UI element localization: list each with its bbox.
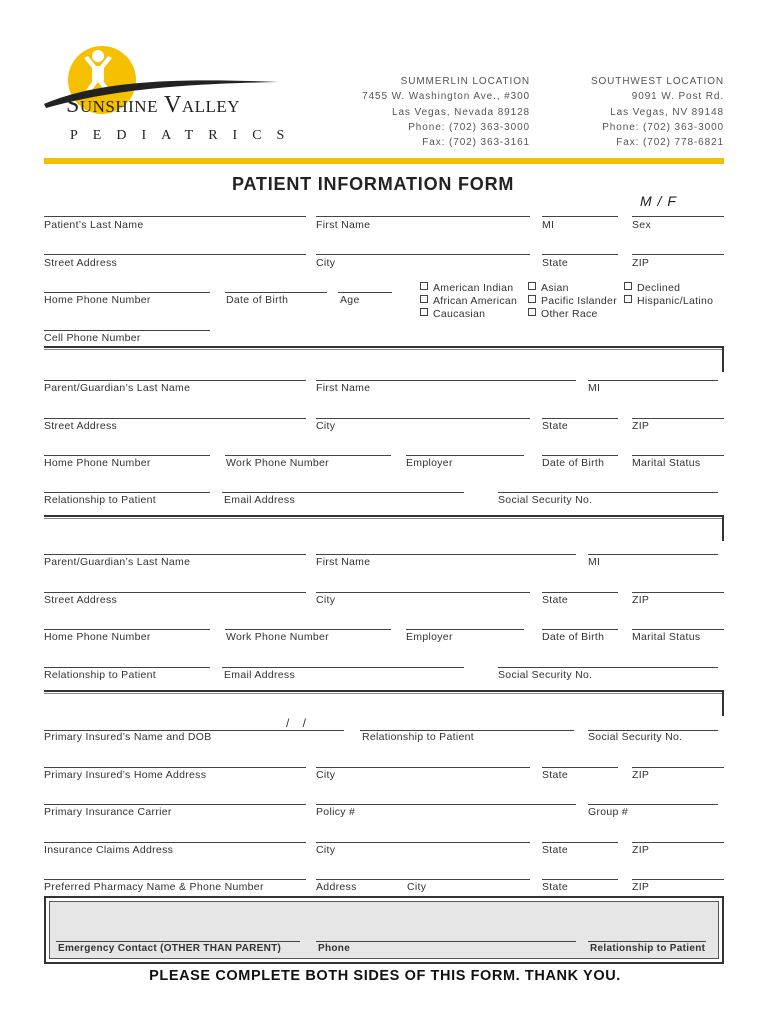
southwest-location: [524, 74, 724, 150]
guardian1-marital-field[interactable]: [632, 455, 724, 456]
southwest-phone: Phone: (702) 363-3000: [602, 121, 724, 133]
guardian1-last-name-field[interactable]: [44, 380, 306, 381]
patient-dob-label: Date of Birth: [226, 294, 289, 306]
guardian1-zip-label: ZIP: [632, 420, 650, 432]
guardian1-dob-label: Date of Birth: [542, 457, 605, 469]
checkbox-icon: [420, 295, 428, 303]
patient-first-name-label: First Name: [316, 219, 371, 231]
insured-zip-field[interactable]: [632, 767, 724, 768]
emergency-phone-field[interactable]: [316, 941, 576, 942]
guardian2-home-phone-label: Home Phone Number: [44, 631, 151, 643]
pharmacy-state-label: State: [542, 881, 569, 893]
guardian2-email-field[interactable]: [222, 667, 464, 668]
guardian1-state-field[interactable]: [542, 418, 618, 419]
guardian2-first-name-label: First Name: [316, 556, 371, 568]
pharmacy-zip-label: ZIP: [632, 881, 650, 893]
emergency-relationship-field[interactable]: [588, 941, 706, 942]
race-african-american-checkbox[interactable]: African American: [420, 295, 517, 307]
guardian1-mi-field[interactable]: [588, 380, 718, 381]
checkbox-icon: [624, 282, 632, 290]
guardian1-home-phone-field[interactable]: [44, 455, 210, 456]
patient-zip-label: ZIP: [632, 257, 650, 269]
footer-instruction: PLEASE COMPLETE BOTH SIDES OF THIS FORM. THANK YOU.: [149, 968, 621, 984]
guardian2-city-label: City: [316, 594, 336, 606]
claims-city-field[interactable]: [316, 842, 530, 843]
guardian1-street-field[interactable]: [44, 418, 306, 419]
patient-home-phone-field[interactable]: [44, 292, 210, 293]
patient-street-label: Street Address: [44, 257, 118, 269]
summerlin-address1: 7455 W. Washington Ave., #300: [362, 91, 530, 103]
guardian2-last-name-label: Parent/Guardian’s Last Name: [44, 556, 191, 568]
insurance-group-field[interactable]: [588, 804, 718, 805]
claims-address-field[interactable]: [44, 842, 306, 843]
patient-age-field[interactable]: [338, 292, 392, 293]
race-american-indian-checkbox[interactable]: American Indian: [420, 282, 513, 294]
guardian2-mi-label: MI: [588, 556, 601, 568]
pharmacy-address-field[interactable]: [316, 879, 530, 880]
guardian1-zip-field[interactable]: [632, 418, 724, 419]
guardian1-dob-field[interactable]: [542, 455, 618, 456]
race-other-checkbox[interactable]: Other Race: [528, 308, 598, 320]
race-asian-checkbox[interactable]: Asian: [528, 282, 569, 294]
pharmacy-field[interactable]: [44, 879, 306, 880]
patient-sex-label: Sex: [632, 219, 651, 231]
pharmacy-zip-field[interactable]: [632, 879, 724, 880]
claims-state-label: State: [542, 844, 569, 856]
insured-home-address-label: Primary Insured’s Home Address: [44, 769, 207, 781]
logo-name: Sunshine Valley: [66, 92, 241, 118]
claims-state-field[interactable]: [542, 842, 618, 843]
insurance-carrier-field[interactable]: [44, 804, 306, 805]
guardian1-city-field[interactable]: [316, 418, 530, 419]
guardian1-ssn-label: Social Security No.: [498, 494, 593, 506]
guardian2-street-field[interactable]: [44, 592, 306, 593]
insured-state-label: State: [542, 769, 569, 781]
patient-cell-phone-field[interactable]: [44, 330, 210, 331]
guardian2-zip-field[interactable]: [632, 592, 724, 593]
guardian2-relationship-label: Relationship to Patient: [44, 669, 156, 681]
pharmacy-label: Preferred Pharmacy Name & Phone Number: [44, 881, 264, 893]
checkbox-icon: [624, 295, 632, 303]
guardian2-ssn-field[interactable]: [498, 667, 718, 668]
guardian2-street-label: Street Address: [44, 594, 118, 606]
guardian1-email-field[interactable]: [222, 492, 464, 493]
summerlin-phone: Phone: (702) 363-3000: [408, 121, 530, 133]
patient-zip-field[interactable]: [632, 254, 724, 255]
guardian2-state-label: State: [542, 594, 569, 606]
guardian1-work-phone-field[interactable]: [225, 455, 391, 456]
guardian2-employer-label: Employer: [406, 631, 453, 643]
insured-relationship-label: Relationship to Patient: [362, 731, 474, 743]
patient-mi-field[interactable]: [542, 216, 618, 217]
section-divider: [44, 515, 724, 519]
guardian1-last-name-label: Parent/Guardian’s Last Name: [44, 382, 191, 394]
patient-home-phone-label: Home Phone Number: [44, 294, 151, 306]
pharmacy-city-label: City: [407, 881, 427, 893]
section-divider: [44, 346, 724, 350]
guardian2-mi-field[interactable]: [588, 554, 718, 555]
checkbox-icon: [528, 308, 536, 316]
summerlin-title: SUMMERLIN LOCATION: [400, 76, 530, 87]
guardian1-city-label: City: [316, 420, 336, 432]
summerlin-fax: Fax: (702) 363-3161: [422, 137, 530, 149]
patient-age-label: Age: [340, 294, 360, 306]
patient-state-field[interactable]: [542, 254, 618, 255]
guardian2-work-phone-field[interactable]: [225, 629, 391, 630]
guardian1-email-label: Email Address: [224, 494, 296, 506]
guardian1-employer-field[interactable]: [406, 455, 524, 456]
guardian1-ssn-field[interactable]: [498, 492, 718, 493]
guardian1-employer-label: Employer: [406, 457, 453, 469]
insured-city-label: City: [316, 769, 336, 781]
insured-ssn-label: Social Security No.: [588, 731, 683, 743]
section-divider: [44, 690, 724, 694]
insured-home-address-field[interactable]: [44, 767, 306, 768]
emergency-contact-field[interactable]: [56, 941, 300, 942]
emergency-phone-label: Phone: [318, 943, 351, 954]
emergency-relationship-label: Relationship to Patient: [590, 943, 706, 954]
patient-city-label: City: [316, 257, 336, 269]
guardian2-state-field[interactable]: [542, 592, 618, 593]
guardian1-mi-label: MI: [588, 382, 601, 394]
guardian2-home-phone-field[interactable]: [44, 629, 210, 630]
insurance-policy-label: Policy #: [316, 806, 356, 818]
insurance-group-label: Group #: [588, 806, 629, 818]
guardian2-zip-label: ZIP: [632, 594, 650, 606]
patient-street-field[interactable]: [44, 254, 306, 255]
race-pacific-islander-checkbox[interactable]: Pacific Islander: [528, 295, 617, 307]
race-declined-checkbox[interactable]: Declined: [624, 282, 680, 294]
insured-name-dob-label: Primary Insured’s Name and DOB: [44, 731, 212, 743]
race-hispanic-latino-checkbox[interactable]: Hispanic/Latino: [624, 295, 713, 307]
insured-dob-slashes: / /: [286, 716, 307, 730]
insured-zip-label: ZIP: [632, 769, 650, 781]
guardian2-dob-label: Date of Birth: [542, 631, 605, 643]
guardian2-email-label: Email Address: [224, 669, 296, 681]
guardian2-last-name-field[interactable]: [44, 554, 306, 555]
checkbox-icon: [420, 282, 428, 290]
insurance-policy-field[interactable]: [316, 804, 576, 805]
insured-state-field[interactable]: [542, 767, 618, 768]
pharmacy-address-label: Address: [316, 881, 357, 893]
guardian1-first-name-label: First Name: [316, 382, 371, 394]
patient-cell-phone-label: Cell Phone Number: [44, 332, 141, 344]
summerlin-address2: Las Vegas, Nevada 89128: [391, 106, 530, 118]
section-divider-edge: [722, 346, 724, 372]
guardian2-marital-label: Marital Status: [632, 631, 701, 643]
guardian1-work-phone-label: Work Phone Number: [226, 457, 329, 469]
claims-zip-label: ZIP: [632, 844, 650, 856]
checkbox-icon: [420, 308, 428, 316]
southwest-fax: Fax: (702) 778-6821: [616, 137, 724, 149]
checkbox-icon: [528, 282, 536, 290]
logo: [40, 44, 300, 154]
race-caucasian-checkbox[interactable]: Caucasian: [420, 308, 485, 320]
summerlin-location: [330, 74, 530, 150]
guardian2-first-name-field[interactable]: [316, 554, 576, 555]
guardian2-marital-field[interactable]: [632, 629, 724, 630]
southwest-address2: Las Vegas, NV 89148: [610, 106, 724, 118]
patient-last-name-label: Patient’s Last Name: [44, 219, 144, 231]
patient-state-label: State: [542, 257, 569, 269]
guardian1-state-label: State: [542, 420, 569, 432]
southwest-address1: 9091 W. Post Rd.: [631, 91, 724, 103]
guardian1-marital-label: Marital Status: [632, 457, 701, 469]
insurance-carrier-label: Primary Insurance Carrier: [44, 806, 172, 818]
page-title: PATIENT INFORMATION FORM: [232, 174, 515, 194]
claims-address-label: Insurance Claims Address: [44, 844, 174, 856]
claims-city-label: City: [316, 844, 336, 856]
patient-last-name-field[interactable]: [44, 216, 306, 217]
southwest-title: SOUTHWEST LOCATION: [590, 76, 724, 87]
section-divider-edge: [722, 690, 724, 716]
guardian2-city-field[interactable]: [316, 592, 530, 593]
logo-subname: PEDIATRICS: [70, 128, 300, 143]
checkbox-icon: [528, 295, 536, 303]
guardian1-relationship-field[interactable]: [44, 492, 210, 493]
guardian1-home-phone-label: Home Phone Number: [44, 457, 151, 469]
section-divider-edge: [722, 515, 724, 541]
guardian2-ssn-label: Social Security No.: [498, 669, 593, 681]
claims-zip-field[interactable]: [632, 842, 724, 843]
guardian1-relationship-label: Relationship to Patient: [44, 494, 156, 506]
patient-first-name-field[interactable]: [316, 216, 530, 217]
sex-options: M / F: [640, 193, 677, 209]
accent-bar: [44, 158, 724, 164]
guardian1-first-name-field[interactable]: [316, 380, 576, 381]
guardian2-employer-field[interactable]: [406, 629, 524, 630]
patient-mi-label: MI: [542, 219, 555, 231]
patient-dob-field[interactable]: [225, 292, 327, 293]
patient-sex-field[interactable]: [632, 216, 724, 217]
patient-city-field[interactable]: [316, 254, 530, 255]
guardian2-relationship-field[interactable]: [44, 667, 210, 668]
pharmacy-state-field[interactable]: [542, 879, 618, 880]
emergency-contact-label: Emergency Contact (OTHER THAN PARENT): [58, 943, 282, 954]
guardian2-dob-field[interactable]: [542, 629, 618, 630]
insured-city-field[interactable]: [316, 767, 530, 768]
guardian2-work-phone-label: Work Phone Number: [226, 631, 329, 643]
guardian1-street-label: Street Address: [44, 420, 118, 432]
